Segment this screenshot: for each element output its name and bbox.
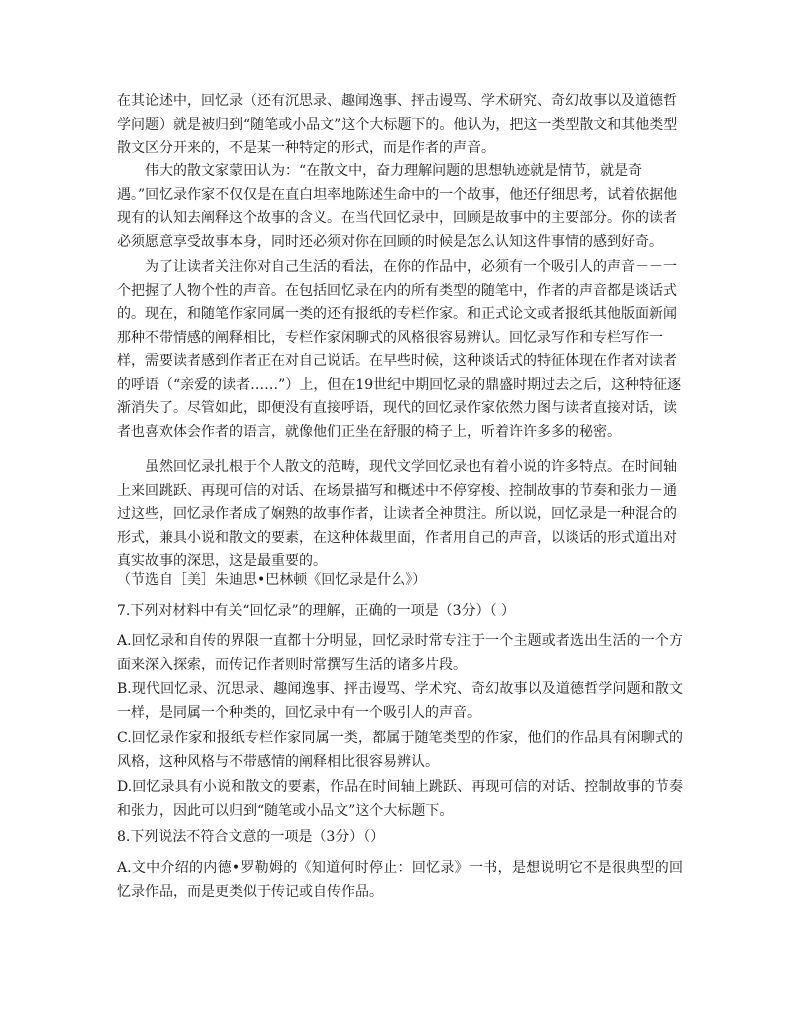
question-7-option-c: C.回忆录作家和报纸专栏作家同属一类，都属于随笔类型的作家，他们的作品具有闲聊式的风格，这种风格与不带感情的阐释相比很容易辨认。: [117, 730, 683, 770]
question-7-option-a: A.回忆录和自传的界限一直都十分明显，回忆录时常专注于一个主题或者选出生活的一个方面来深入探索，而传记作者则时常撰写生活的诸多片段。: [117, 633, 683, 673]
question-8-option-a: A.文中介绍的内德•罗勒姆的《知道何时停止：回忆录》一书，是想说明它不是很典型的回忆录作品，而是更类似于传记或自传作品。: [117, 860, 683, 900]
question-7-option-d: D.回忆录具有小说和散文的要素，作品在时间轴上跳跃、再现可信的对话、控制故事的节奏和张力，因此可以归到“随笔或小品文”这个大标题下。: [117, 779, 683, 819]
passage-source: （节选自［美］朱迪思•巴林顿《回忆录是什么》）: [117, 572, 427, 588]
question-8-stem: 8.下列说法不符合文意的一项是（3分）（）: [117, 829, 385, 845]
passage-paragraph-4: 虽然回忆录扎根于个人散文的范畴，现代文学回忆录也有着小说的许多特点。在时间轴上来回跳跃、再现可信的对话、在场景描写和概述中不停穿梭、控制故事的节奏和张力－通过这些，回忆录作者成了娴熟的故事作者，让读者全神贯注。所以说，回忆录是一种混合的形式，兼具小说和散文的要素，在这种体裁里面，作者用自己的声音，以谈话的形式道出对真实故事的深思，这是最重要的。: [117, 459, 677, 569]
passage-paragraph-1: 在其论述中，回忆录（还有沉思录、趣闻逸事、抨击谩骂、学术研究、奇幻故事以及道德哲学问题）就是被归到“随笔或小品文”这个大标题下的。他认为，把这一类型散文和其他类型散文区分开来的，不是某一种特定的形式，而是作者的声音。: [117, 93, 678, 156]
passage-paragraph-3: 为了让读者关注你对自己生活的看法，在你的作品中，必须有一个吸引人的声音－－一个把握了人物个性的声音。在包括回忆录在内的所有类型的随笔中，作者的声音都是谈话式的。现在，和随笔作家同属一类的还有报纸的专栏作家。和正式论文或者报纸其他版面新闻那种不带情感的阐释相比，专栏作家闲聊式的风格很容易辨认。回忆录写作和专栏写作一样，需要读者感到作者正在对自己说话。在早些时候，这种谈话式的特征体现在作者对读者的呼语（“亲爱的读者……”）上，但在19世纪中期回忆录的鼎盛时期过去之后，这种特征逐渐消失了。尽管如此，即便没有直接呼语，现代的回忆录作家依然力图与读者直接对话，读者也喜欢体会作者的语言，就像他们正坐在舒服的椅子上，听着许许多多的秘密。: [117, 259, 682, 440]
question-7-option-b: B.现代回忆录、沉思录、趣闻逸事、抨击谩骂、学术究、奇幻故事以及道德哲学问题和散文一样，是同属一个种类的，回忆录中有一个吸引人的声音。: [117, 681, 683, 721]
passage-paragraph-2: 伟大的散文家蒙田认为：“在散文中，奋力理解问题的思想轨迹就是情节，就是奇遇。”回忆录作家不仅仅是在直白坦率地陈述生命中的一个故事，他还仔细思考，试着依据他现有的认知去阐释这个故事的含义。在当代回忆录中，回顾是故事中的主要部分。你的读者必须愿意享受故事本身，同时还必须对你在回顾的时候是怎么认知这件事情的感到好奇。: [117, 163, 678, 250]
question-7-stem: 7.下列对材料中有关“回忆录”的理解，正确的一项是（3分）（ ）: [117, 603, 516, 619]
